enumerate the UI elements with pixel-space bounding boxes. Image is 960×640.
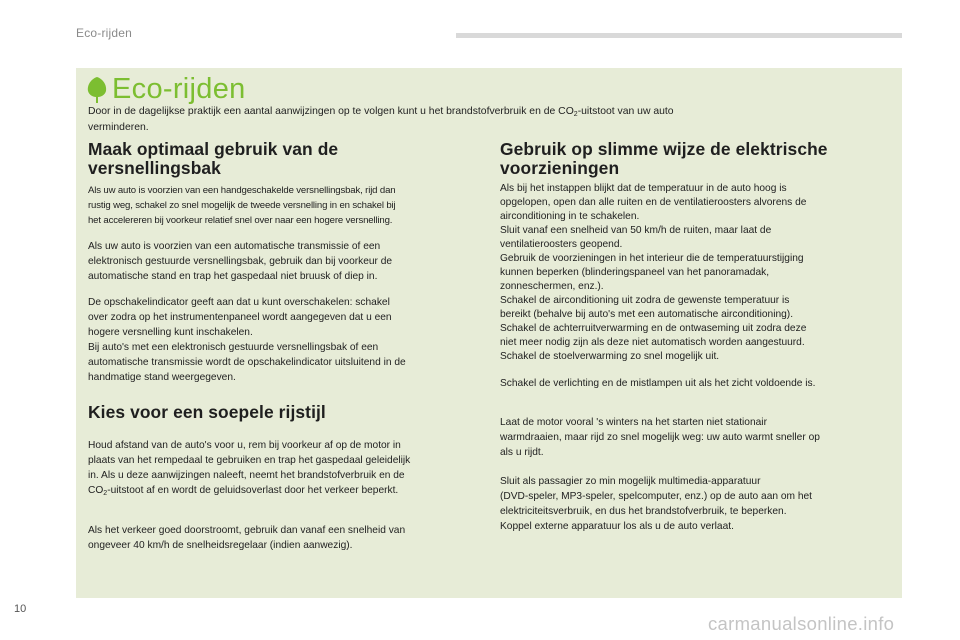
right-column [500, 140, 890, 534]
left-column [88, 140, 484, 553]
header-title: Eco-rijden [76, 26, 133, 40]
electrical-paragraph-1: Als bij het instappen blijkt dat de temperatuur in de auto hoog is opgelopen, open dan alle ruiten en de ventilatieroosters alvorens de airconditioning in te schakelen. Sluit vanaf een snelheid van 50 km/h de ruiten, maar laat de ventilatieroosters geopend. Gebruik de voorzieningen in het interieur die de temperatuurstijging kunnen beperken (blinderingspaneel van het panoramadak, zonneschermen, enz.). Schakel de airconditioning uit zodra de gewenste temperatuur is bereikt (behalve bij auto's met een automatische airconditioning). Schakel de achterruitverwarming en de ontwaseming uit zodra deze niet meer nodig zijn als deze niet automatisch worden aangestuurd. Schakel de stoelverwarming zo snel mogelijk uit. [500, 183, 807, 362]
driving-style-paragraph-2: Als het verkeer goed doorstroomt, gebruik dan vanaf een snelheid van ongeveer 40 km/h de snelheidsregelaar (indien aanwezig). [88, 525, 406, 551]
watermark: carmanualsonline.info [708, 613, 895, 634]
page-number: 10 [14, 603, 27, 615]
electrical-paragraph-3: Laat de motor vooral 's winters na het starten niet stationair warmdraaien, maar rijd zo snel mogelijk weg: uw auto warmt sneller op als u rijdt. [500, 417, 820, 458]
electrical-heading: Gebruik op slimme wijze de elektrische voorzieningen [500, 139, 828, 178]
intro-line-2: verminderen. [88, 122, 149, 133]
driving-style-heading: Kies voor een soepele rijstijl [88, 402, 326, 422]
intro-text [88, 104, 808, 136]
gearbox-heading: Maak optimaal gebruik van de versnellingsbak [88, 139, 339, 178]
header-bar [456, 33, 902, 38]
electrical-paragraph-2: Schakel de verlichting en de mistlampen uit als het zicht voldoende is. [500, 378, 816, 389]
gearbox-paragraph-3: De opschakelindicator geeft aan dat u kunt overschakelen: schakel over zodra op het instrumentenpaneel wordt aangegeven dat u een hogere versnelling kunt inschakelen. Bij auto's met een elektronisch gestuurde versnellingsbak of een automatische transmissie wordt de opschakelindicator uitsluitend in de handmatige stand weergegeven. [88, 297, 406, 383]
driving-style-paragraph-1: Houd afstand van de auto's voor u, rem bij voorkeur af op de motor in plaats van het rempedaal te gebruiken en trap het gaspedaal geleidelijk in. Als u deze aanwijzingen naleeft, neemt het brandstofverbruik en de $CO_2$-uitstoot af en wordt de geluidsoverlast door het verkeer beperkt. [88, 440, 411, 497]
page-title: Eco-rijden [112, 73, 246, 105]
leaf-icon [86, 76, 108, 104]
electrical-paragraph-4: Sluit als passagier zo min mogelijk multimedia-apparatuur (DVD-speler, MP3-speler, spelcomputer, enz.) op de auto aan om het elektriciteitsverbruik, en dus het brandstofverbruik, te beperken. Koppel externe apparatuur los als u de auto verlaat. [500, 476, 813, 532]
gearbox-paragraph-2: Als uw auto is voorzien van een automatische transmissie of een elektronisch gestuurde versnellingsbak, gebruik dan bij voorkeur de automatische stand en trap het gaspedaal niet bruusk of diep in. [88, 241, 393, 282]
gearbox-paragraph-1: Als uw auto is voorzien van een handgeschakelde versnellingsbak, rijd dan rustig weg, schakel zo snel mogelijk de tweede versnelling in en schakel bij het accelereren bij voorkeur relatief snel over naar een hogere versnelling. [88, 185, 396, 226]
intro-line-1: Door in de dagelijkse praktijk een aantal aanwijzingen op te volgen kunt u het brandstofverbruik en de $CO_2$-uitstoot van uw auto [88, 106, 674, 118]
